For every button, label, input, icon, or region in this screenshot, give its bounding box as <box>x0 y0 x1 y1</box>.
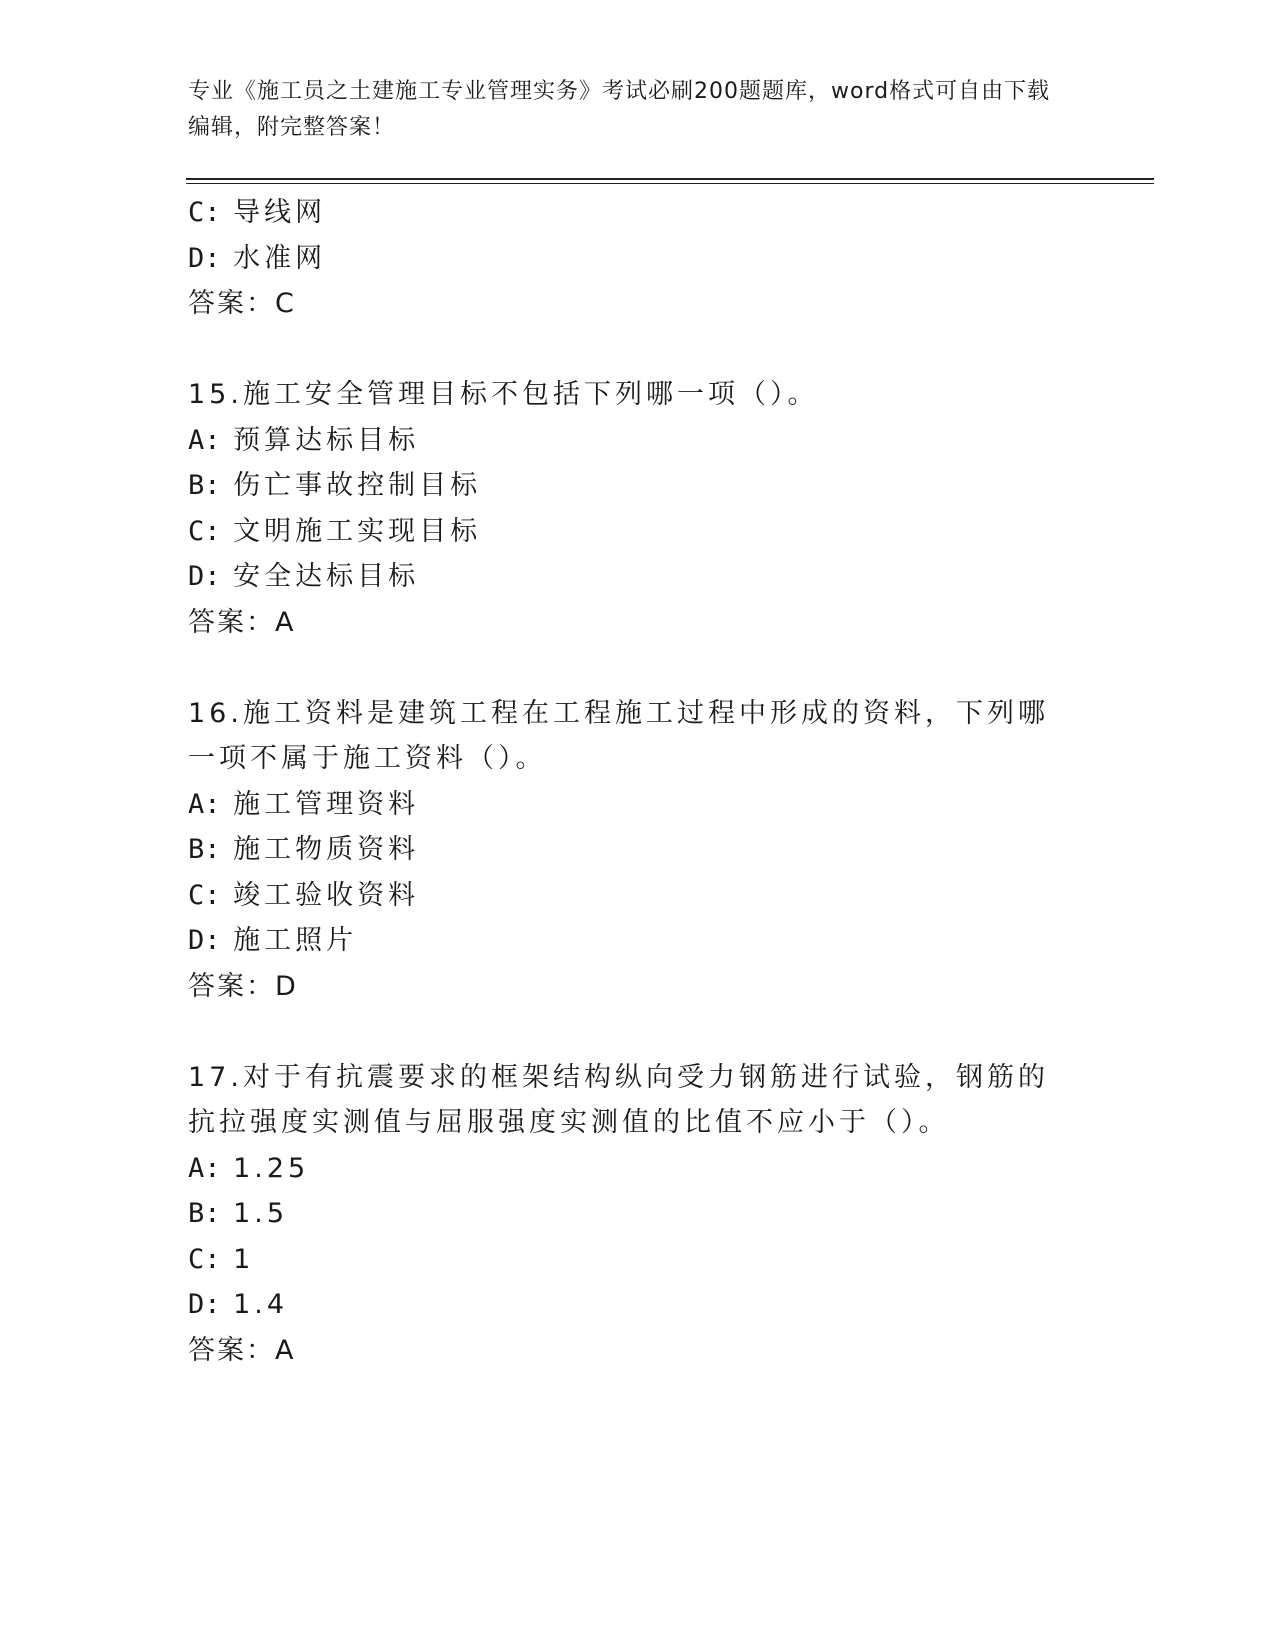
option-letter: A: <box>188 788 221 820</box>
option-text: 导线网 <box>233 197 327 228</box>
option-letter: C: <box>188 1243 221 1275</box>
option-letter: D: <box>188 561 221 592</box>
option-item <box>188 782 1088 828</box>
spacer <box>188 645 1088 691</box>
option-item <box>188 463 1088 509</box>
spacer <box>188 1009 1088 1055</box>
question-stem: 16.施工资料是建筑工程在工程施工过程中形成的资料，下列哪一项不属于施工资料（）。 <box>188 697 1049 774</box>
option-letter: C: <box>188 197 221 228</box>
option-item <box>188 873 1088 919</box>
option-item <box>188 418 1088 464</box>
option-text: 1 <box>233 1243 255 1275</box>
option-item <box>188 236 1088 282</box>
option-item <box>188 1146 1088 1192</box>
answer-line: 答案：C <box>188 288 296 319</box>
option-letter: D: <box>188 925 221 956</box>
option-letter: D: <box>188 1289 221 1320</box>
option-text: 1.25 <box>233 1152 310 1184</box>
header-divider-bottom <box>186 183 1154 184</box>
option-letter: C: <box>188 879 221 911</box>
option-letter: B: <box>188 834 221 865</box>
option-item <box>188 190 1088 236</box>
question-stem: 15.施工安全管理目标不包括下列哪一项（）。 <box>188 379 819 410</box>
spacer <box>188 327 1088 373</box>
option-item <box>188 918 1088 964</box>
option-letter: A: <box>188 424 221 456</box>
option-item <box>188 827 1088 873</box>
option-letter: A: <box>188 1152 221 1184</box>
option-text: 安全达标目标 <box>233 561 420 592</box>
option-letter: B: <box>188 1198 221 1229</box>
question-stem: 17.对于有抗震要求的框架结构纵向受力钢筋进行试验，钢筋的抗拉强度实测值与屈服强度实测值的比值不应小于（）。 <box>188 1061 1049 1138</box>
option-text: 施工照片 <box>233 925 358 956</box>
option-item <box>188 1237 1088 1283</box>
option-text: 竣工验收资料 <box>233 879 420 911</box>
option-letter: D: <box>188 242 221 274</box>
option-text: 水准网 <box>233 242 327 274</box>
option-text: 预算达标目标 <box>233 424 420 456</box>
option-item <box>188 554 1088 600</box>
option-item <box>188 509 1088 555</box>
option-text: 伤亡事故控制目标 <box>233 470 482 501</box>
answer-line: 答案：D <box>188 970 298 1002</box>
option-text: 施工物质资料 <box>233 834 420 865</box>
answer-line: 答案：A <box>188 1334 296 1366</box>
document-header: 专业《施工员之土建施工专业管理实务》考试必刷200题题库，word格式可自由下载编辑，附完整答案！ <box>188 79 1051 140</box>
header-divider-top <box>186 178 1154 180</box>
option-text: 1.4 <box>233 1289 289 1320</box>
option-item <box>188 1191 1088 1237</box>
option-text: 1.5 <box>233 1198 289 1229</box>
answer-line: 答案：A <box>188 606 296 638</box>
question-content <box>188 190 1088 1373</box>
option-text: 施工管理资料 <box>233 788 420 820</box>
option-text: 文明施工实现目标 <box>233 515 482 547</box>
option-item <box>188 1282 1088 1328</box>
option-letter: C: <box>188 515 221 547</box>
option-letter: B: <box>188 470 221 501</box>
